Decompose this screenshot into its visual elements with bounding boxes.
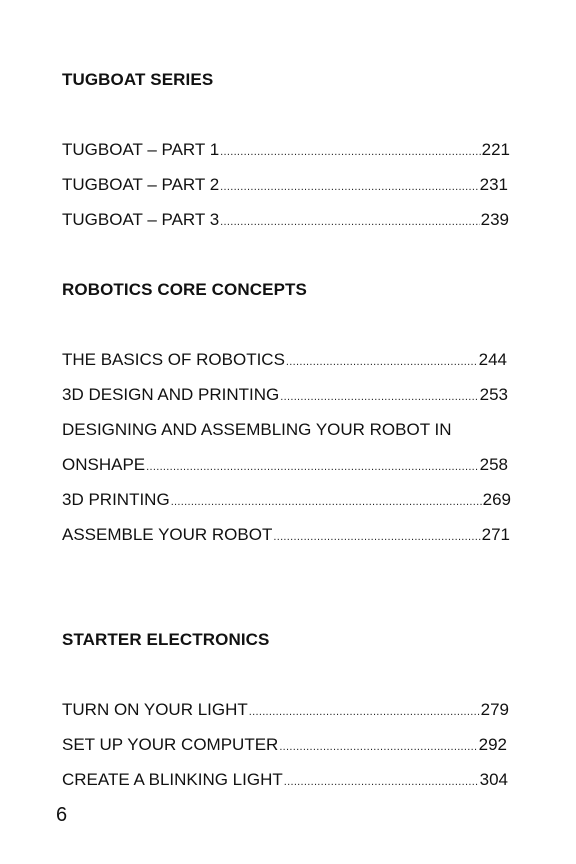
section-heading-electronics: STARTER ELECTRONICS	[62, 630, 270, 649]
dot-leader	[220, 217, 479, 228]
dot-leader	[273, 532, 480, 543]
page-number: 6	[56, 804, 68, 826]
dot-leader	[286, 357, 478, 368]
toc-entry-title-line1: DESIGNING AND ASSEMBLING YOUR ROBOT IN	[62, 420, 452, 439]
toc-entry	[62, 455, 508, 477]
dot-leader	[220, 147, 480, 158]
toc-entry	[62, 490, 511, 512]
toc-entry-page: 244	[478, 350, 507, 369]
toc-entry	[62, 735, 507, 757]
dot-leader	[249, 707, 480, 718]
toc-entry-page: 269	[482, 490, 511, 509]
toc-entry-title: 3D PRINTING	[62, 490, 170, 509]
toc-entry	[62, 700, 509, 722]
toc-entry-page: 253	[479, 385, 508, 404]
toc-entry-title: TUGBOAT – PART 1	[62, 140, 220, 159]
toc-entry-title: SET UP YOUR COMPUTER	[62, 735, 279, 754]
toc-entry	[62, 140, 510, 162]
toc-entry-title: ONSHAPE	[62, 455, 146, 474]
dot-leader	[280, 392, 478, 403]
dot-leader	[146, 462, 478, 473]
toc-entry-title: TUGBOAT – PART 3	[62, 210, 220, 229]
dot-leader	[284, 777, 479, 788]
toc-entry-page: 239	[480, 210, 509, 229]
toc-entry	[62, 210, 509, 232]
toc-entry-title: TUGBOAT – PART 2	[62, 175, 220, 194]
toc-entry-title: THE BASICS OF ROBOTICS	[62, 350, 285, 369]
toc-entry-page: 231	[479, 175, 508, 194]
toc-entry	[62, 385, 508, 407]
toc-entry-title: TURN ON YOUR LIGHT	[62, 700, 248, 719]
toc-entry-page: 292	[478, 735, 507, 754]
toc-entry-page: 258	[479, 455, 508, 474]
dot-leader	[171, 497, 482, 508]
toc-entry-page: 279	[480, 700, 509, 719]
dot-leader	[220, 182, 478, 193]
section-heading-tugboat: TUGBOAT SERIES	[62, 70, 214, 89]
toc-entry-page: 271	[481, 525, 510, 544]
toc-entry-title: CREATE A BLINKING LIGHT	[62, 770, 283, 789]
toc-entry	[62, 770, 508, 792]
toc-entry	[62, 350, 507, 372]
toc-entry-title: 3D DESIGN AND PRINTING	[62, 385, 280, 404]
toc-entry-page: 221	[481, 140, 510, 159]
toc-entry	[62, 175, 508, 197]
toc-entry-title: ASSEMBLE YOUR ROBOT	[62, 525, 273, 544]
section-heading-robotics: ROBOTICS CORE CONCEPTS	[62, 280, 307, 299]
dot-leader	[279, 742, 477, 753]
toc-entry	[62, 525, 510, 547]
toc-entry-page: 304	[479, 770, 508, 789]
